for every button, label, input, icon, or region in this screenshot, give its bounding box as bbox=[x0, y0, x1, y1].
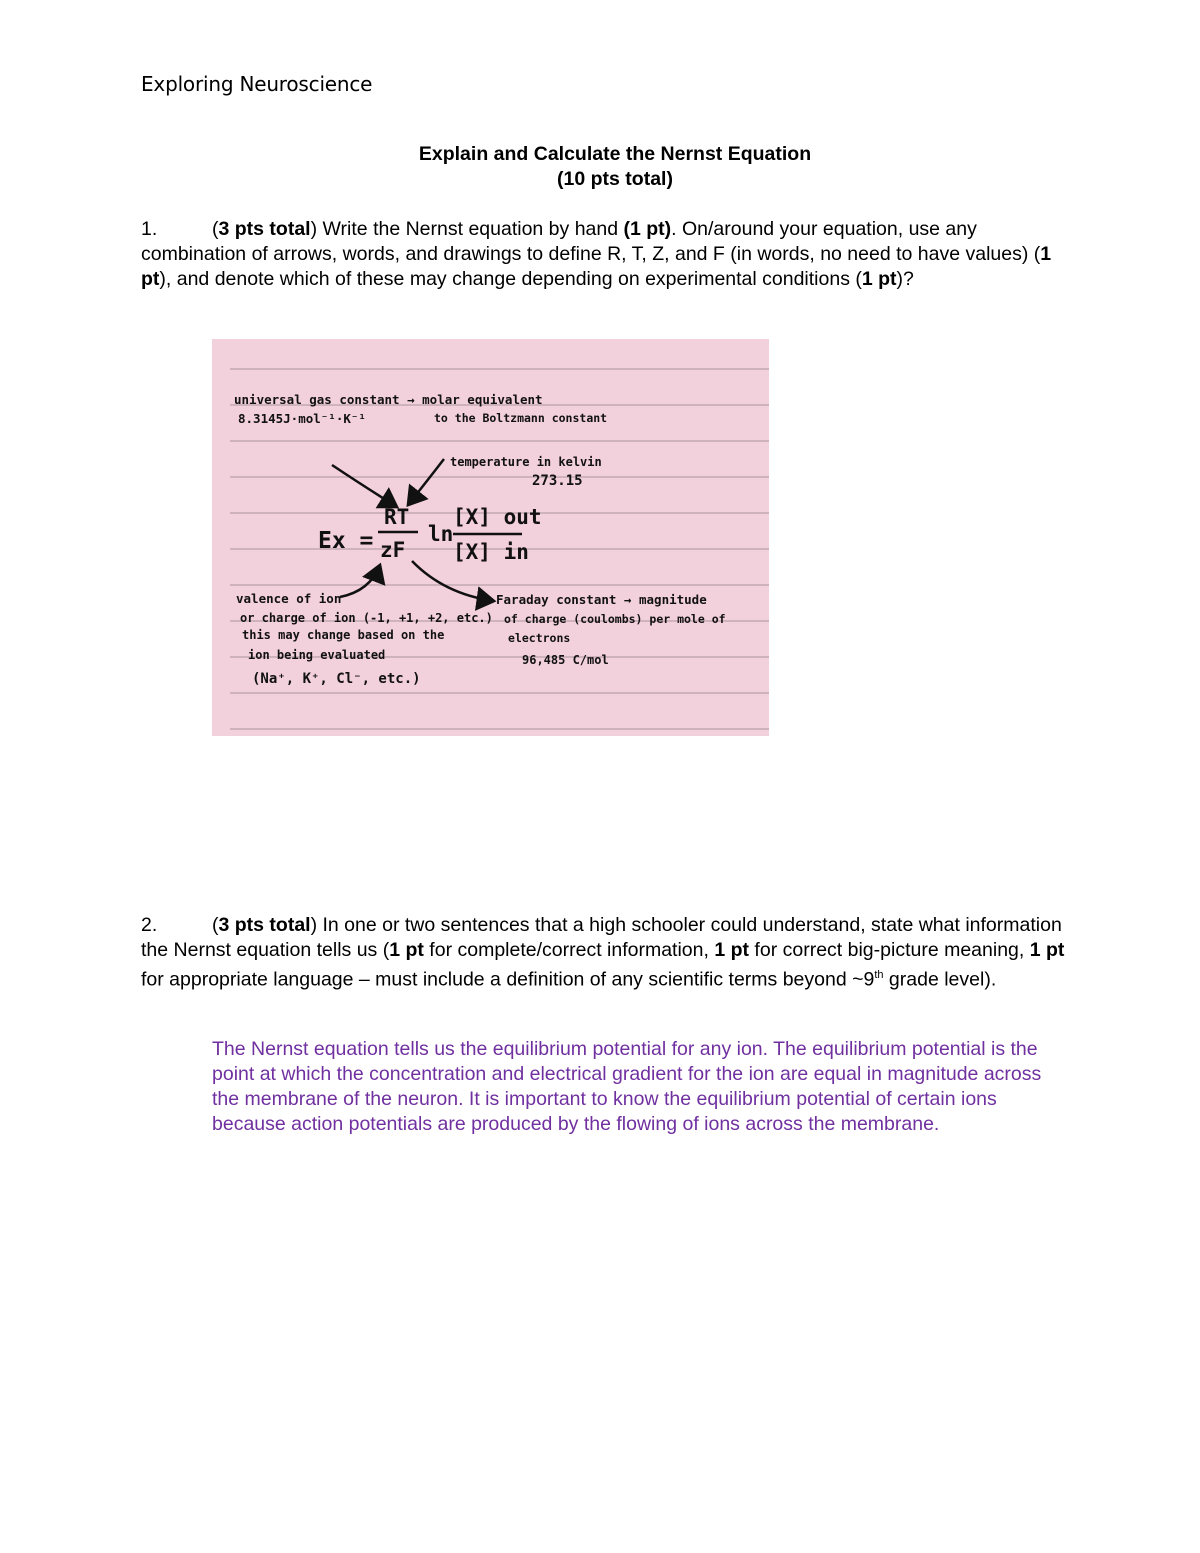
q2-open-paren: ( bbox=[212, 914, 219, 936]
arrow-to-r bbox=[332, 465, 397, 507]
question-number: 2. bbox=[141, 914, 158, 936]
gas-constant-value: 8.3145J·mol⁻¹·K⁻¹ bbox=[238, 411, 366, 426]
valence-charge: or charge of ion (-1, +1, +2, etc.) bbox=[240, 611, 493, 625]
q2-text-e: grade level). bbox=[883, 968, 997, 991]
q1-points-total: 3 pts total bbox=[218, 218, 311, 240]
gas-constant-note: to the Boltzmann constant bbox=[434, 411, 608, 425]
title-line-2: (10 pts total) bbox=[557, 168, 673, 190]
valence-note-2: ion being evaluated bbox=[248, 648, 386, 662]
equation-lhs: Ex = bbox=[318, 528, 374, 554]
question-number: 1. bbox=[141, 218, 158, 240]
gas-constant-label: universal gas constant → molar equivalent bbox=[234, 392, 543, 407]
equation-numerator: RT bbox=[384, 505, 410, 529]
q2-superscript: th bbox=[874, 969, 884, 981]
card-drawing bbox=[212, 339, 769, 736]
page-title bbox=[0, 142, 1200, 192]
q2-text-a: ) In one or two sentences that a high schooler could understand, state what information the Nernst equation tells us ( bbox=[141, 914, 1062, 961]
faraday-label: Faraday constant → magnitude bbox=[496, 592, 707, 607]
question-2 bbox=[141, 913, 1066, 993]
temperature-value: 273.15 bbox=[532, 473, 583, 489]
arrow-to-f bbox=[412, 561, 494, 601]
equation-concentration-out: [X] out bbox=[453, 505, 542, 529]
valence-examples: (Na⁺, K⁺, Cl⁻, etc.) bbox=[252, 671, 421, 687]
course-header: Exploring Neuroscience bbox=[141, 72, 373, 96]
q2-text-b: for complete/correct information, bbox=[423, 939, 715, 961]
faraday-note-1: of charge (coulombs) per mole of bbox=[504, 612, 726, 626]
title-line-1: Explain and Calculate the Nernst Equation bbox=[418, 143, 812, 165]
q2-points-a: 1 pt bbox=[389, 939, 424, 961]
q1-open-paren: ( bbox=[212, 218, 219, 240]
valence-note-1: this may change based on the bbox=[242, 628, 445, 642]
equation-denominator: zF bbox=[380, 538, 406, 562]
q1-points-b: 1 pt bbox=[141, 243, 1052, 290]
q1-text-a: ) Write the Nernst equation by hand bbox=[310, 218, 624, 240]
valence-label: valence of ion bbox=[236, 591, 342, 606]
q2-points-c: 1 pt bbox=[1029, 939, 1065, 961]
q1-points-a: (1 pt) bbox=[623, 218, 672, 240]
faraday-note-2: electrons bbox=[508, 631, 571, 645]
q1-text-d: )? bbox=[896, 268, 914, 290]
q2-text-d: for appropriate language – must include a definition of any scientific terms beyond ~9 bbox=[141, 968, 875, 991]
arrow-to-t bbox=[408, 459, 444, 505]
q2-points-total: 3 pts total bbox=[218, 914, 311, 936]
arrow-to-z bbox=[340, 565, 380, 597]
temperature-label: temperature in kelvin bbox=[450, 455, 602, 469]
equation-ln: ln bbox=[428, 522, 454, 546]
q2-text-c: for correct big-picture meaning, bbox=[749, 939, 1030, 961]
q2-points-b: 1 pt bbox=[714, 939, 750, 961]
student-answer: The Nernst equation tells us the equilibrium potential for any ion. The equilibrium potential is the point at which the concentration and electrical gradient for the ion are equal in magnitude across the membrane of the neuron. It is important to know the equilibrium potential of certain ions because action potentials are produced by the flowing of ions across the membrane. bbox=[212, 1038, 1042, 1135]
faraday-value: 96,485 C/mol bbox=[522, 653, 609, 667]
question-1 bbox=[141, 217, 1066, 292]
equation-concentration-in: [X] in bbox=[453, 540, 529, 564]
q1-points-c: 1 pt bbox=[861, 268, 897, 290]
q1-text-c: ), and denote which of these may change depending on experimental conditions ( bbox=[159, 268, 862, 290]
q1-text-b: . On/around your equation, use any combination of arrows, words, and drawings to define R, T, Z, and F (in words, no need to have values) ( bbox=[141, 218, 1041, 265]
handwritten-nernst-card bbox=[212, 339, 769, 736]
